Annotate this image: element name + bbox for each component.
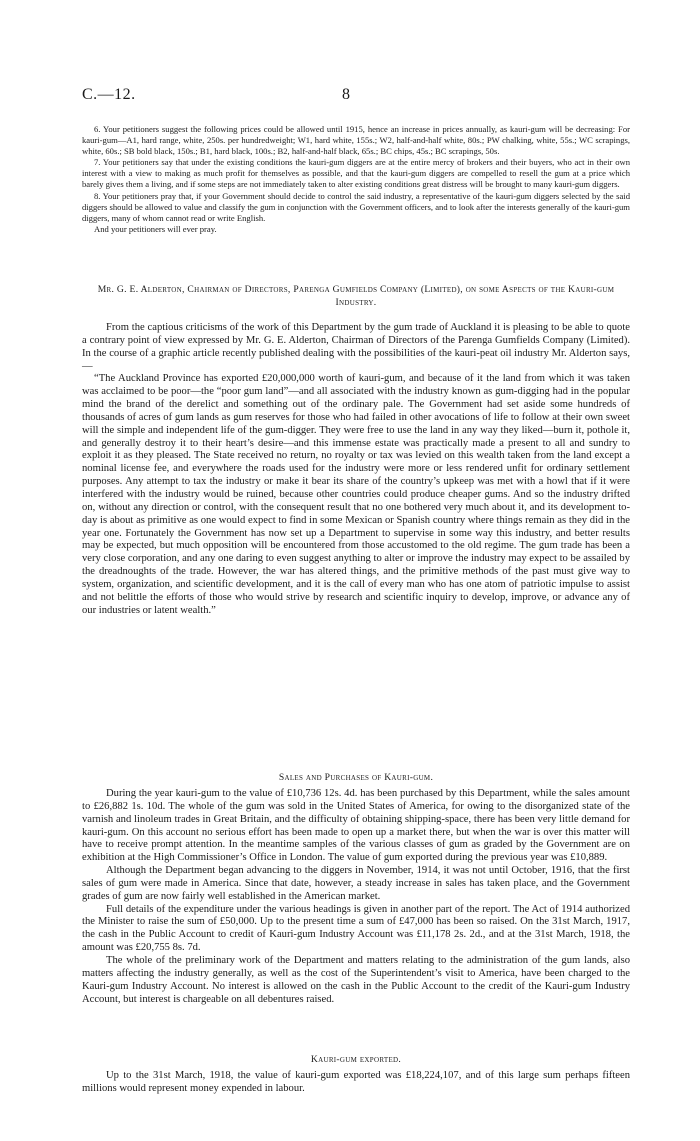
sales-paragraph-2: Although the Department began advancing to the diggers in November, 1914, it was not until October, 1916, that the first sales of gum were made in America. Since that date, however, a steady increase in sales has taken place, and the Government grades of gum are now fairly well established in the American market.: [82, 865, 630, 902]
exported-heading: Kauri-gum exported.: [310, 1054, 402, 1065]
document-reference: C.—12.: [82, 86, 136, 103]
alderton-quote: “The Auckland Province has exported £20,000,000 worth of kauri-gum, and because of it the land from which it was taken was acclaimed to be poor—the “poor gum land”—and all associated with the industry known as gum-digging had in the popular mind the brand of the derelict and something out of the ordinary pale. The Government had set aside some hundreds of thousands of acres of gum lands as gum reserves for those who had failed in other avocations of life to follow at their own sweet will the simple and independent life of the gum-digger. They were free to use the land in any way they liked—burn it, pothole it, and generally destroy it to their heart’s desire—and this immense estate was practically made a present to all and sundry to exploit it as they pleased. The State received no return, no royalty or tax was levied on this wealth taken from the land except a nominal license fee, and everywhere the roads used for the industry were more or less rendered unfit for ordinary settlement purposes. Any attempt to tax the industry or make it bear its share of the country’s upkeep was met with a howl that if it were interfered with the industry would be ruined, because other countries could produce cheaper gums. And so the industry drifted on, without any direction or control, with the consequent result that no one bothered very much about it, and its development to-day is about as primitive as one would expect to find in some Mexican or Spanish country where things remain as they did in the year one. Fortunately the Government has now set up a Department to supervise in some way this industry, and better results may be expected, but much opposition will be encountered from those accustomed to the old regime. The gum trade has been a very close corporation, and any one daring to even suggest anything to alter or improve the industry may expect to be assailed by the dreadnoughts of the trade. However, the war has altered things, and the primitive methods of the past must give way to system, organization, and scientific development, and it is the call of every man who has one atom of patriotic impulse to assist and not belittle the efforts of those who would strive by research and scientific inquiry to develop, improve, or advance any of our industries or latent wealth.”: [82, 373, 630, 616]
exported-section: [82, 1070, 630, 1096]
sales-paragraph-3: Full details of the expenditure under the various headings is given in another part of the report. The Act of 1914 authorized the Minister to raise the sum of £50,000. Up to the present time a sum of £47,000 has been so raised. On the 31st March, 1917, the cash in the Public Account to credit of Kauri-gum Industry Account was £11,178 2s. 2d., and at the 31st March, 1918, the amount was £20,755 8s. 7d.: [82, 903, 630, 954]
sales-section: [82, 788, 630, 1006]
sales-heading: Sales and Purchases of Kauri-gum.: [278, 772, 434, 783]
petition-paragraph-7: 7. Your petitioners say that under the existing conditions the kauri-gum diggers are at the entire mercy of brokers and their buyers, who act in their own interest with a view to making as much profit for themselves as possible, and that the kauri-gum diggers are compelled to resell the gum at a price which barely gives them a living, and if some steps are not immediately taken to alter existing conditions great distress will be brought to many kauri-gum diggers.: [82, 157, 630, 190]
exported-paragraph: Up to the 31st March, 1918, the value of kauri-gum exported was £18,224,107, and of this large sum perhaps fifteen millions would represent money expended in labour.: [82, 1070, 630, 1094]
petition-closing: And your petitioners will ever pray.: [94, 223, 217, 234]
alderton-intro: From the captious criticisms of the work of this Department by the gum trade of Auckland it is pleasing to be able to quote a contrary point of view expressed by Mr. G. E. Alderton, Chairman of Directors of the Parenga Gumfields Company (Limited). In the course of a graphic article recently published dealing with the possibilities of the kauri-peat oil industry Mr. Alderton says,—: [82, 322, 630, 372]
petition-paragraph-8: 8. Your petitioners pray that, if your Government should decide to control the said industry, a representative of the kauri-gum diggers selected by the said diggers should be allowed to value and classify the gum in conjunction with the Government officers, and to look after the interests generally of the kauri-gum diggers, many of whom cannot read or write English.: [82, 190, 630, 223]
petition-section: [82, 124, 630, 235]
page-number: 8: [342, 86, 351, 103]
sales-paragraph-1: During the year kauri-gum to the value of £10,736 12s. 4d. has been purchased by this Department, while the sales amount to £26,882 1s. 10d. The whole of the gum was sold in the United States of America, for owing to the disorganized state of the varnish and linoleum trades in Great Britain, and the difficulty of obtaining shipping-space, there has been very little demand for kauri-gum. On this account no serious effort has been made to open up a market there, but when the war is over this matter will have to receive prompt attention. In the meantime samples of the various classes of gum as graded by the Government are on exhibition at the High Commissioner’s Office in London. The value of gum exported during the previous year was £10,889.: [82, 788, 630, 864]
alderton-section: [82, 322, 630, 617]
petition-paragraph-6: 6. Your petitioners suggest the following prices could be allowed until 1915, hence an increase in prices annually, as kauri-gum will be decreasing: For kauri-gum—A1, hard range, white, 250s. per hundredweight; W1, hard white, 155s.; W2, half-and-half white, 80s.; PW chalking, white, 55s.; WC scrapings, white, 60s.; SB bold black, 150s.; B1, hard black, 100s.; B2, half-and-half black, 65s.; BC chips, 45s.; BC scrapings, 50s.: [82, 124, 630, 157]
sales-paragraph-4: The whole of the preliminary work of the Department and matters relating to the administration of the gum lands, also matters affecting the industry generally, as well as the cost of the Superintendent’s visit to America, have been charged to the Kauri-gum Industry Account. No interest is allowed on the cash in the Public Account to the credit of the Kauri-gum Industry Account, but interest is chargeable on all debentures raised.: [82, 954, 630, 1005]
alderton-heading: Mr. G. E. Alderton, Chairman of Directors, Parenga Gumfields Company (Limited), on some Aspects of the Kauri-gum Industry.: [97, 284, 615, 308]
